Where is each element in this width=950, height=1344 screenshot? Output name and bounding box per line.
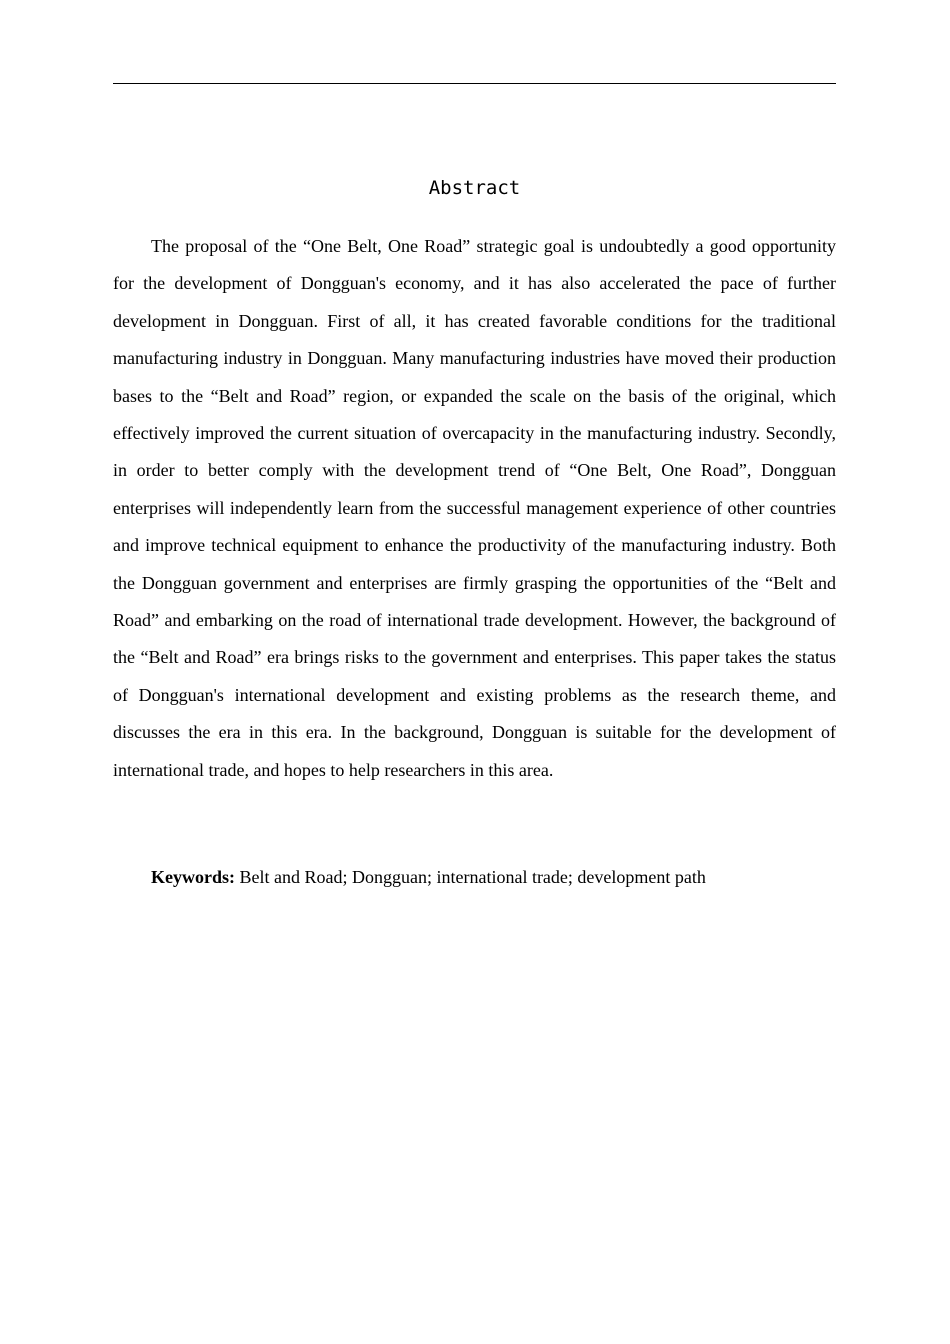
abstract-title: Abstract [428,177,521,199]
header-rule [113,83,836,84]
keywords-text: Belt and Road; Dongguan; international trade; development path [239,867,706,887]
keywords-label: Keywords: [151,867,235,887]
abstract-body: The proposal of the “One Belt, One Road” strategic goal is undoubtedly a good opportunity for the development of Dongguan's economy, and it has also accelerated the pace of further development in Dongguan. First of all, it has created favorable conditions for the traditional manufacturing industry in Dongguan. Many manufacturing industries have moved their production bases to the “Belt and Road” region, or expanded the scale on the basis of the original, which effectively improved the current situation of overcapacity in the manufacturing industry. Secondly, in order to better comply with the development trend of “One Belt, One Road”, Dongguan enterprises will independently learn from the successful management experience of other countries and improve technical equipment to enhance the productivity of the manufacturing industry. Both the Dongguan government and enterprises are firmly grasping the opportunities of the “Belt and Road” and embarking on the road of international trade development. However, the background of the “Belt and Road” era brings risks to the government and enterprises. This paper takes the status of Dongguan's international development and existing problems as the research theme, and discusses the era in this era. In the background, Dongguan is suitable for the development of international trade, and hopes to help researchers in this area. [113,236,836,780]
keywords-line [113,860,836,894]
